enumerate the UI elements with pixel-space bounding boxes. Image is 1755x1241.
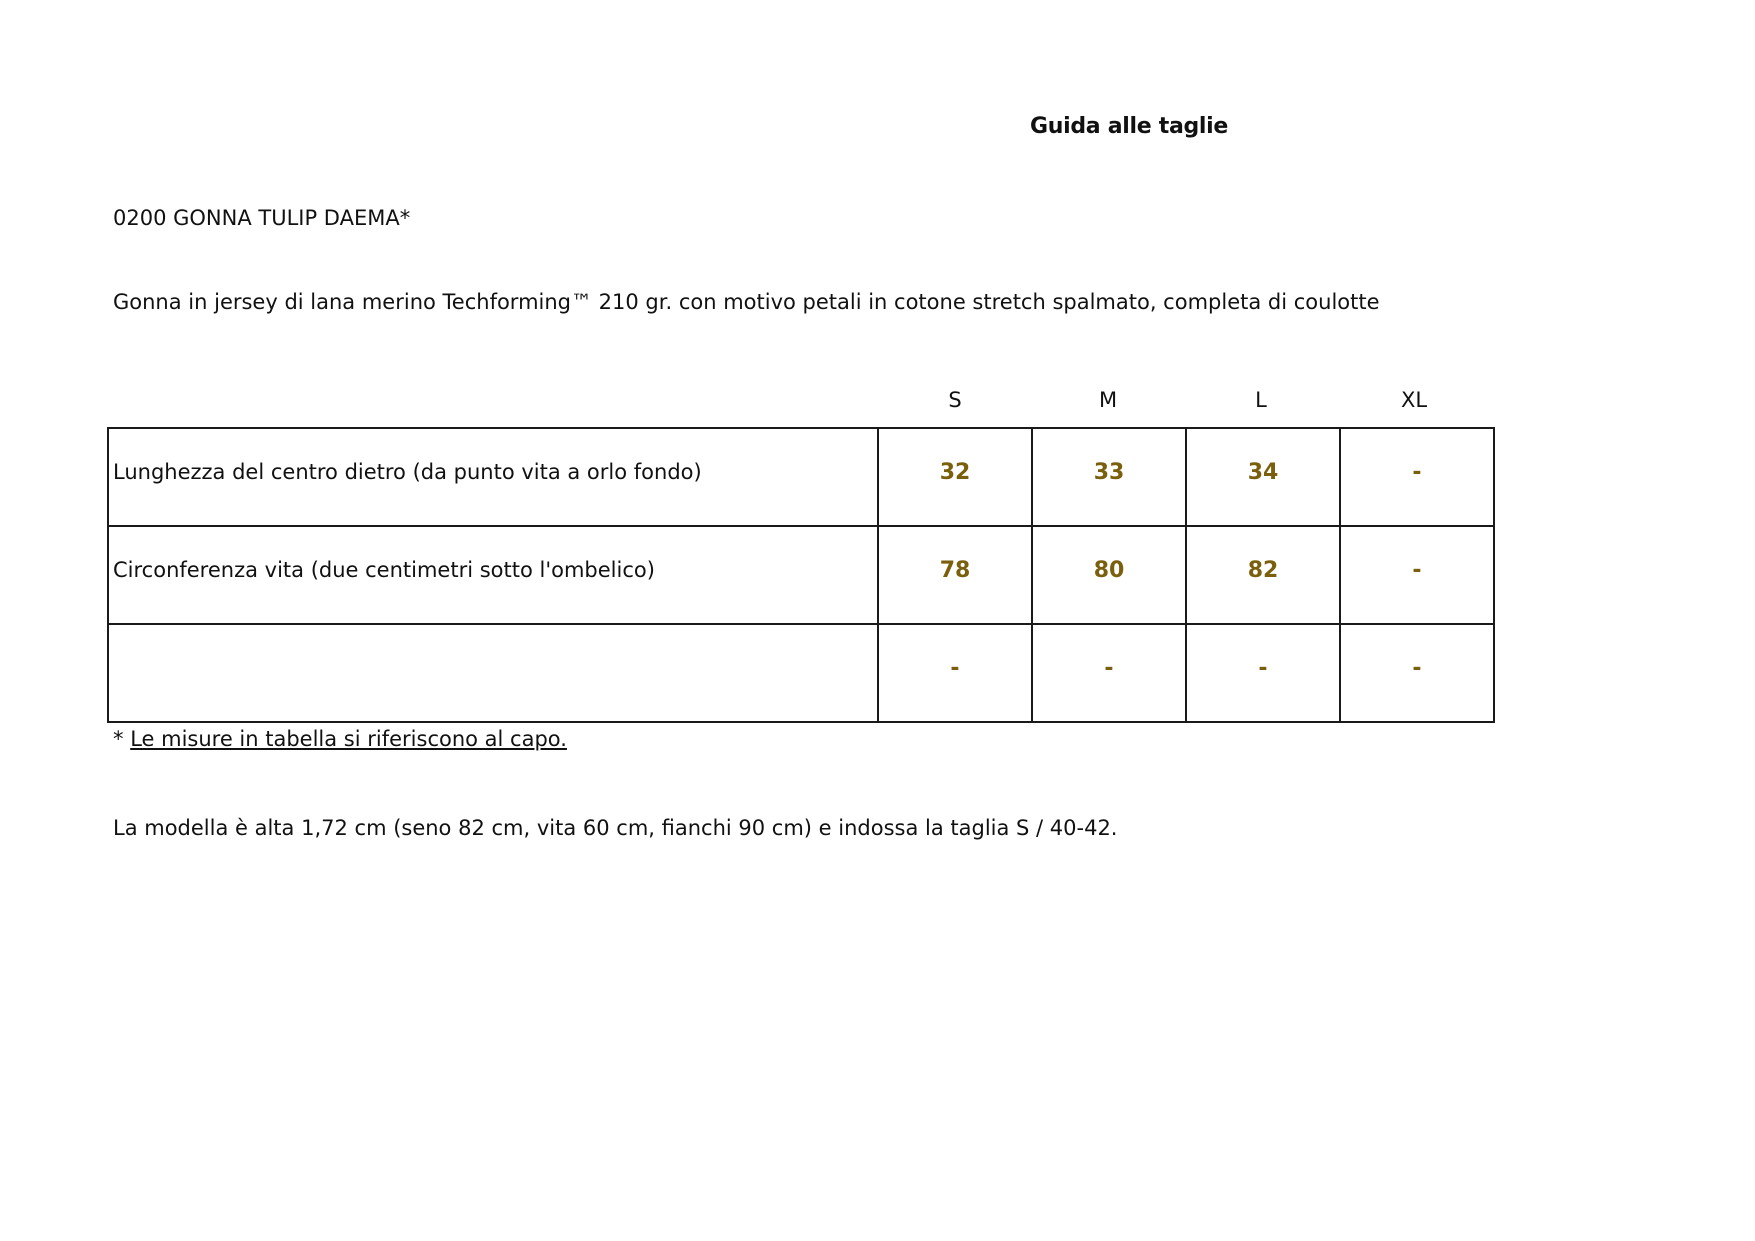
footnote-text: Le misure in tabella si riferiscono al capo. [130,727,567,751]
page-title: Guida alle taglie [1030,114,1229,139]
footnote-marker: * [113,727,131,751]
size-table [107,427,1495,723]
table-cell-value: - [1032,624,1186,722]
table-cell-value: - [878,624,1032,722]
table-row [108,526,1494,624]
row-label [108,624,878,722]
table-cell-value: 78 [878,526,1032,624]
table-row [108,428,1494,526]
row-label: Lunghezza del centro dietro (da punto vita a orlo fondo) [108,428,878,526]
size-header-l: L [1255,388,1267,412]
table-cell-value: - [1340,526,1494,624]
table-cell-value: 33 [1032,428,1186,526]
size-header-xl: XL [1400,388,1428,412]
table-row [108,624,1494,722]
footnote [113,727,567,751]
table-cell-value: 34 [1186,428,1340,526]
description-container [113,290,1490,314]
product-description: Gonna in jersey di lana merino Techforming™ 210 gr. con motivo petali in cotone stretch spalmato, completa di coulotte [113,290,1380,314]
table-cell-value: - [1186,624,1340,722]
table-cell-value: 32 [878,428,1032,526]
table-cell-value: 80 [1032,526,1186,624]
product-code: 0200 GONNA TULIP DAEMA* [113,206,411,230]
size-header-m: M [1098,388,1118,412]
table-cell-value: - [1340,624,1494,722]
table-cell-value: - [1340,428,1494,526]
size-header-s: S [948,388,962,412]
model-info: La modella è alta 1,72 cm (seno 82 cm, vita 60 cm, fianchi 90 cm) e indossa la taglia S / 40-42. [113,816,1118,840]
row-label: Circonferenza vita (due centimetri sotto l'ombelico) [108,526,878,624]
table-cell-value: 82 [1186,526,1340,624]
